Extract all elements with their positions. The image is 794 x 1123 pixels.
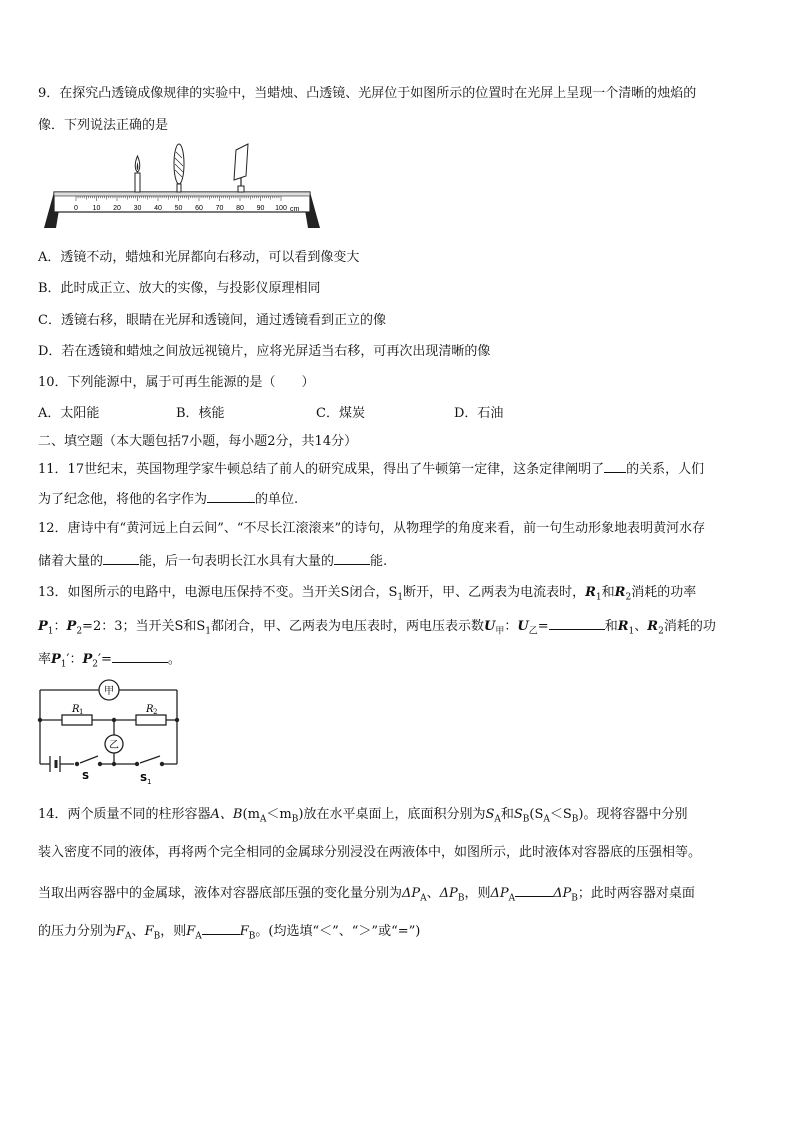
u-symbol: U	[517, 619, 529, 634]
subscript: A	[494, 814, 501, 825]
q13-text: 、	[634, 619, 648, 634]
subscript: A	[259, 814, 267, 825]
switch-s-contact	[75, 762, 79, 766]
circuit-diagram	[36, 676, 184, 788]
convex-lens-icon	[174, 144, 184, 192]
q14-math: (m	[242, 807, 260, 822]
subscript: 2	[625, 592, 632, 603]
q14-math: F	[239, 924, 249, 939]
subscript: A	[508, 893, 516, 904]
r2-label: R	[146, 704, 154, 715]
q12-blank-1	[103, 552, 139, 565]
q13-text: 消耗的功率	[631, 585, 697, 600]
q14-text: 和	[500, 807, 514, 822]
q12-line1: 12．唐诗中有“黄河远上白云间”、“不尽长江滚滚来”的诗句，从物理学的角度来看，前一句生动形象地表明黄河水存	[38, 521, 706, 536]
q9-option-a: A．透镜不动，蜡烛和光屏都向右移动，可以看到像变大	[38, 250, 360, 265]
q13-text: 断开，甲、乙两表为电流表时，	[403, 585, 586, 600]
q14-math: ＜S	[549, 807, 572, 822]
r2-label-sub: 2	[153, 708, 158, 716]
q14-math: F	[116, 924, 126, 939]
r1-label-sub: 1	[79, 708, 84, 716]
q13-text: 和	[601, 585, 615, 600]
q13-text: =	[100, 652, 112, 667]
meter-yi-label: 乙	[109, 740, 119, 751]
q14-math: ΔP	[439, 886, 458, 901]
section-heading: 二、填空题（本大题包括7小题，每小题2分，共14分）	[38, 434, 358, 449]
q12-blank-2	[334, 552, 370, 565]
q11-text: 的单位.	[255, 492, 299, 507]
q14-text: 、	[426, 886, 440, 901]
subscript: 1	[205, 626, 212, 637]
light-screen-icon	[234, 144, 248, 192]
q14-text: ，则	[464, 886, 491, 901]
q13-text: ：	[69, 652, 83, 667]
q14-line1	[38, 807, 688, 828]
subscript: B	[571, 893, 578, 904]
q14-math: F	[144, 924, 154, 939]
s-label: S	[82, 771, 90, 782]
subscript: A	[125, 931, 132, 942]
q11-text: 11．17世纪末，英国物理学家牛顿总结了前人的研究成果，得出了牛顿第一定律，这条定律阐明了	[38, 462, 605, 477]
q13-text: =	[537, 619, 549, 634]
q13-blank-2	[112, 650, 168, 663]
q14-math: ΔP	[402, 886, 421, 901]
q14-math: ΔP	[490, 886, 509, 901]
q14-math: F	[186, 924, 196, 939]
q14-text: 当取出两容器中的金属球，液体对容器底部压强的变化量分别为	[38, 886, 403, 901]
ruler-tick-label: 20	[113, 205, 121, 212]
subscript: B	[153, 931, 161, 942]
subscript: 1	[595, 592, 602, 603]
q9-option-c: C．透镜右移，眼睛在光屏和透镜间，通过透镜看到正立的像	[38, 313, 386, 328]
q13-text: 率	[38, 652, 52, 667]
q13-text: ：	[504, 619, 518, 634]
q14-text: 的压力分别为	[38, 924, 117, 939]
q14-line4	[38, 922, 420, 945]
q13-text: ：	[53, 619, 67, 634]
q14-blank-2	[202, 922, 240, 935]
p1-symbol: P	[51, 652, 61, 667]
q12-text: 储着大量的	[38, 554, 104, 569]
q11-blank-1	[604, 460, 626, 473]
p2-symbol: P	[82, 652, 93, 667]
s1-label-sub: 1	[147, 778, 152, 786]
q13-text: 都闭合，甲、乙两表为电压表时，两电压表示数	[211, 619, 485, 634]
resistor-r1	[62, 715, 92, 725]
ruler-tick-label: 100	[275, 205, 287, 212]
q14-math: S	[485, 807, 495, 822]
q9-option-b: B．此时成正立、放大的实像，与投影仪原理相同	[38, 281, 321, 296]
q10-stem: 10．下列能源中，属于可再生能源的是（ ）	[38, 375, 315, 390]
u-symbol: U	[484, 619, 496, 634]
q14-blank-1	[515, 884, 553, 897]
q11-line1	[38, 460, 704, 478]
subscript: 1	[397, 592, 404, 603]
ruler-tick-label: 30	[133, 205, 142, 212]
q10-options	[38, 406, 503, 422]
q14-line2: 装入密度不同的液体，再将两个完全相同的金属球分别浸没在两液体中，如图所示，此时液体对容器底的压强相等。	[38, 845, 702, 860]
subscript: 2	[658, 626, 664, 637]
subscript: 1	[47, 626, 54, 637]
q13-text: 。	[167, 652, 181, 667]
p1-symbol: P	[38, 619, 48, 634]
subscript: B	[248, 931, 256, 942]
q13-line2	[38, 617, 716, 640]
q10-option-c: C．煤炭	[316, 406, 365, 421]
q11-text: 为了纪念他，将他的名字作为	[38, 492, 208, 507]
q14-math: (S	[529, 807, 544, 822]
q14-text: )。现将容器中分别	[578, 807, 688, 822]
q14-math: )	[298, 807, 304, 822]
meter-jia-label: 甲	[104, 686, 114, 697]
subscript: B	[522, 814, 530, 825]
r1-symbol: R	[585, 585, 596, 600]
q14-math: A、B	[210, 807, 243, 822]
q11-text: 的关系，人们	[626, 462, 705, 477]
subscript: A	[195, 931, 202, 942]
q14-text: 、	[131, 924, 145, 939]
subscript: 甲	[495, 626, 505, 637]
r1-symbol: R	[617, 619, 629, 634]
q14-line3	[38, 884, 695, 907]
subscript: A	[420, 893, 427, 904]
ruler-tick-label: 10	[92, 205, 101, 212]
q10-option-d: D．石油	[454, 406, 504, 421]
optical-bench-figure	[40, 140, 325, 232]
q12-text: 能.	[370, 554, 388, 569]
switch-s1-blade	[140, 756, 160, 763]
q9-option-d: D．若在透镜和蜡烛之间放远视镜片，应将光屏适当右移，可再次出现清晰的像	[38, 344, 491, 359]
subscript: 乙	[528, 626, 538, 637]
subscript: 2	[92, 659, 99, 670]
ruler-tick-label: 90	[256, 205, 265, 212]
q9-stem-line1: 9．在探究凸透镜成像规律的实验中，当蜡烛、凸透镜、光屏位于如图所示的位置时在光屏上呈现一个清晰的烛焰的	[38, 86, 697, 101]
r2-symbol: R	[647, 619, 659, 634]
ruler-tick-label: 0	[74, 205, 78, 212]
q14-text: 14．两个质量不同的柱形容器	[38, 807, 211, 822]
subscript: 1	[628, 626, 635, 637]
subscript: 2	[76, 626, 83, 637]
subscript: B	[291, 814, 299, 825]
ruler-tick-label: 50	[174, 205, 183, 212]
r2-symbol: R	[614, 585, 626, 600]
prime: ′	[98, 652, 101, 667]
ruler-tick-label: 40	[154, 205, 162, 212]
candle	[135, 156, 140, 192]
q10-option-b: B．核能	[176, 406, 225, 421]
q13-blank-1	[549, 617, 605, 630]
q12-line2	[38, 552, 387, 570]
q13-line1	[38, 585, 696, 606]
q11-blank-2	[207, 490, 255, 503]
q11-line2	[38, 490, 298, 508]
ruler-tick-label: 80	[236, 205, 244, 212]
q13-text: 13．如图所示的电路中，电源电压保持不变。当开关S闭合，S	[38, 585, 398, 600]
q13-text: 消耗的功	[663, 619, 716, 634]
r1-label: R	[72, 704, 80, 715]
q9-stem-line2: 像．下列说法正确的是	[38, 118, 169, 133]
q14-text: 。(均选填“＜”、“＞”或“=”)	[255, 924, 421, 939]
q13-line3	[38, 650, 181, 673]
q14-math: S	[513, 807, 523, 822]
q12-text: 能，后一句表明长江水具有大量的	[139, 554, 335, 569]
q14-math: ＜m	[266, 807, 292, 822]
p2-symbol: P	[66, 619, 77, 634]
q14-text: ，则	[160, 924, 187, 939]
q10-option-a: A．太阳能	[38, 406, 100, 421]
q13-text: 和	[604, 619, 618, 634]
subscript: 1	[60, 659, 67, 670]
s1-label: S	[140, 773, 148, 784]
subscript: A	[543, 814, 550, 825]
q14-text: 放在水平桌面上，底面积分别为	[303, 807, 486, 822]
ruler-tick-label: 60	[195, 205, 203, 212]
q14-text: ；此时两容器对桌面	[577, 886, 695, 901]
switch-s-blade	[80, 756, 98, 763]
subscript: B	[571, 814, 579, 825]
q14-math: ΔP	[553, 886, 572, 901]
resistor-r2	[136, 715, 166, 725]
prime: ′	[66, 652, 70, 667]
switch-s1-contact	[135, 762, 139, 766]
ruler-tick-label: 70	[215, 205, 224, 212]
subscript: B	[457, 893, 465, 904]
q13-text: =2：3；当开关S和S	[82, 619, 206, 634]
ruler-unit: cm	[290, 206, 300, 213]
